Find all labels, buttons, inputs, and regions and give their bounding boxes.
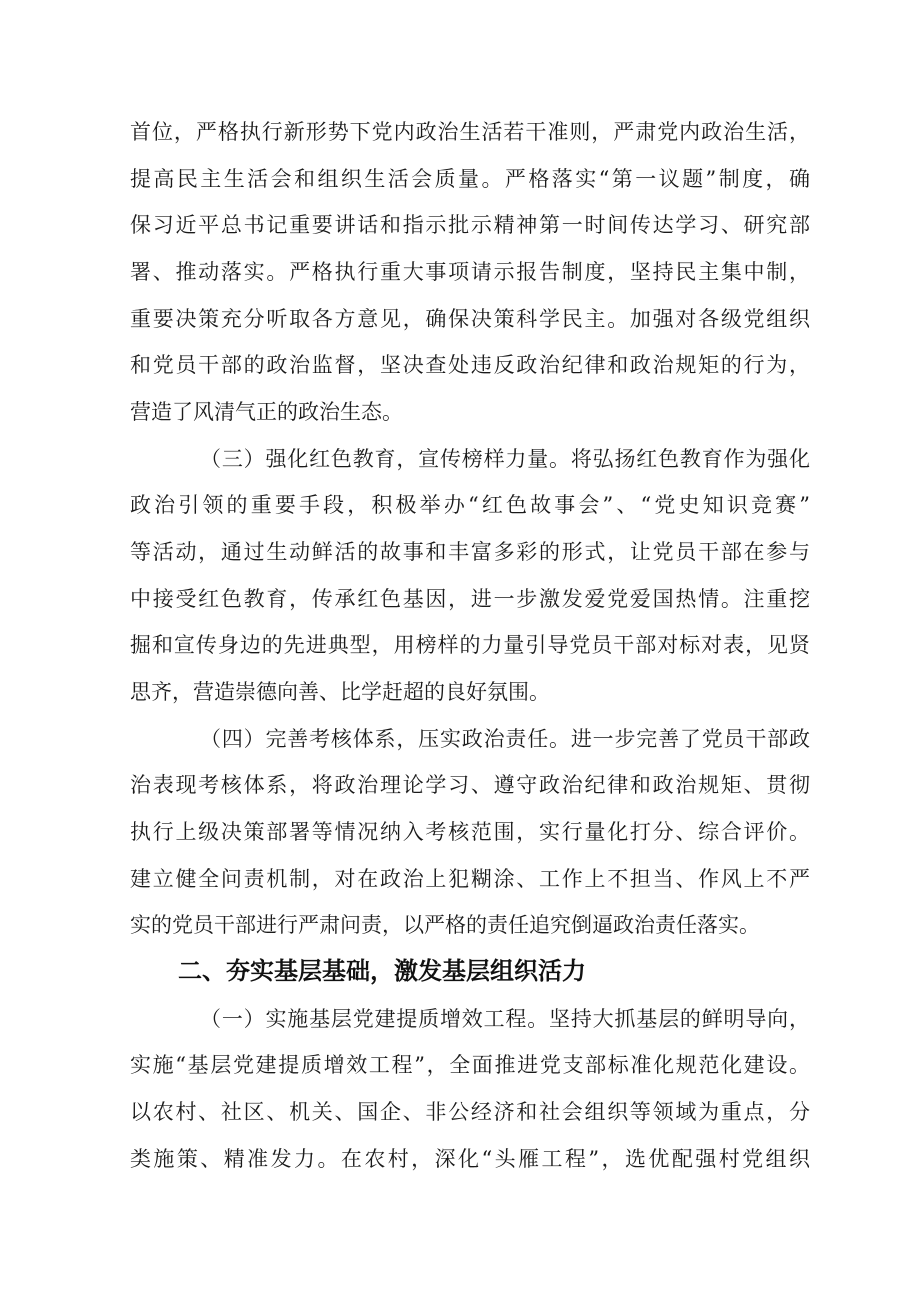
- text-line: 实的党员干部进行严肃问责，以严格的责任追究倒逼政治责任落实。: [130, 913, 760, 937]
- text-line: 政治引领的重要手段，积极举办“红色故事会”、“党史知识竞赛”: [130, 493, 810, 517]
- text-line: （一）实施基层党建提质增效工程。坚持大抓基层的鲜明导向，: [200, 1007, 810, 1031]
- text-line: （四）完善考核体系，压实政治责任。进一步完善了党员干部政: [200, 727, 810, 751]
- text-line: 首位，严格执行新形势下党内政治生活若干准则，严肃党内政治生活，: [130, 120, 810, 144]
- text-line: 保习近平总书记重要讲话和指示批示精神第一时间传达学习、研究部: [130, 213, 810, 237]
- text-line: 营造了风清气正的政治生态。: [130, 400, 403, 424]
- text-line: 和党员干部的政治监督，坚决查处违反政治纪律和政治规矩的行为，: [130, 353, 810, 377]
- text-line: 治表现考核体系，将政治理论学习、遵守政治纪律和政治规矩、贯彻: [130, 773, 810, 797]
- text-line: 类施策、精准发力。在农村，深化“头雁工程”，选优配强村党组织: [130, 1147, 810, 1171]
- text-line: 执行上级决策部署等情况纳入考核范围，实行量化打分、综合评价。: [130, 820, 810, 844]
- text-line: 署、推动落实。严格执行重大事项请示报告制度，坚持民主集中制，: [130, 260, 810, 284]
- section-heading: 二、夯实基层基础，激发基层组织活力: [178, 957, 586, 985]
- text-line: 重要决策充分听取各方意见，确保决策科学民主。加强对各级党组织: [130, 307, 810, 331]
- text-line: 实施“基层党建提质增效工程”，全面推进党支部标准化规范化建设。: [130, 1053, 810, 1077]
- text-line: （三）强化红色教育，宣传榜样力量。将弘扬红色教育作为强化: [200, 447, 810, 471]
- text-line: 中接受红色教育，传承红色基因，进一步激发爱党爱国热情。注重挖: [130, 587, 810, 611]
- text-line: 以农村、社区、机关、国企、非公经济和社会组织等领域为重点，分: [130, 1100, 810, 1124]
- text-line: 等活动，通过生动鲜活的故事和丰富多彩的形式，让党员干部在参与: [130, 540, 810, 564]
- text-line: 掘和宣传身边的先进典型，用榜样的力量引导党员干部对标对表，见贤: [130, 633, 810, 657]
- text-line: 提高民主生活会和组织生活会质量。严格落实“第一议题”制度，确: [130, 167, 810, 191]
- text-line: 思齐，营造崇德向善、比学赶超的良好氛围。: [130, 680, 550, 704]
- text-line: 建立健全问责机制，对在政治上犯糊涂、工作上不担当、作风上不严: [130, 867, 810, 891]
